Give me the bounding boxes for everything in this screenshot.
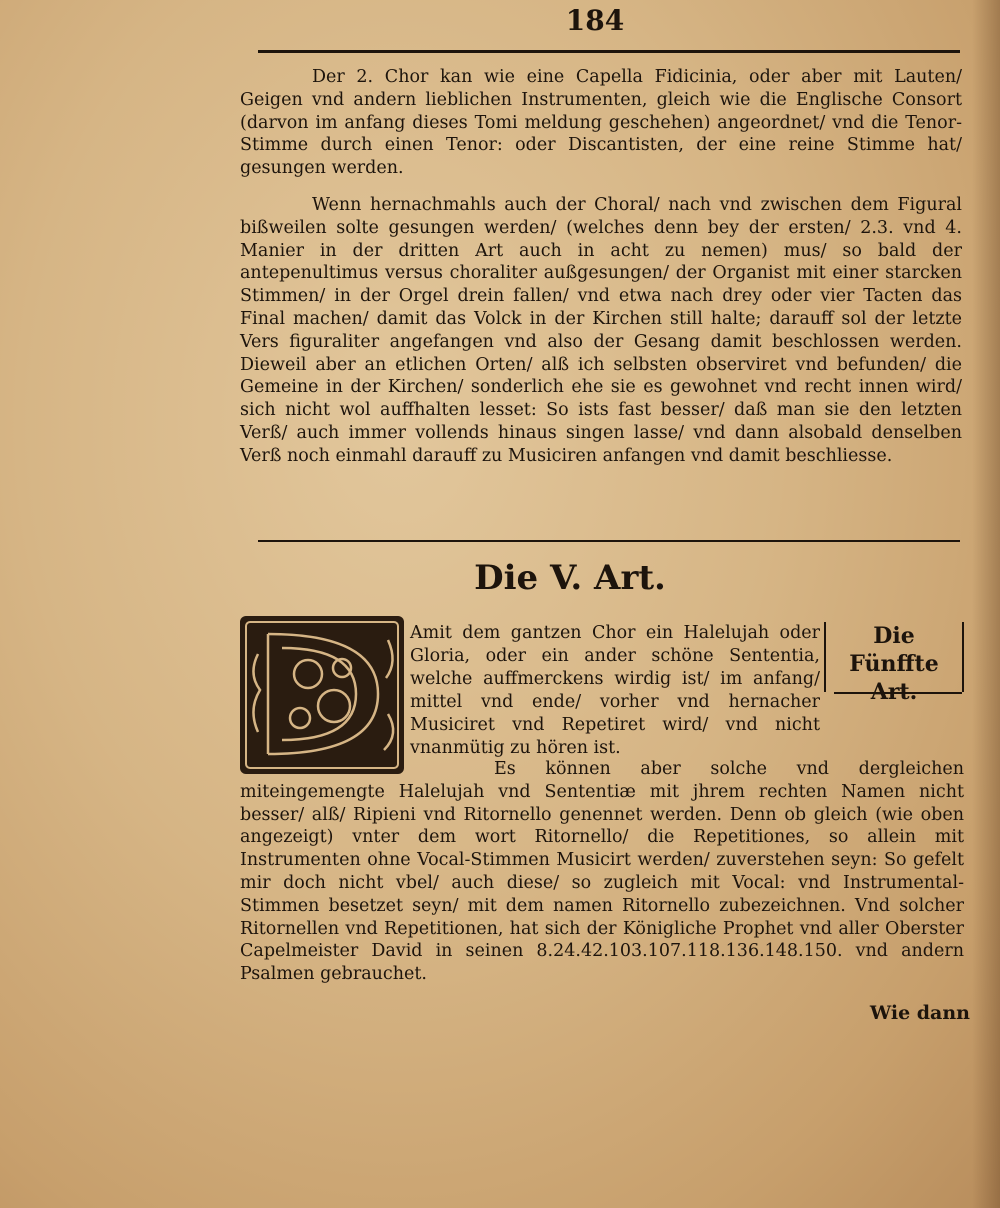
paragraph-choral: Wenn hernachmahls auch der Choral/ nach vnd zwischen dem Figural bißweilen solte gesungen werden/ (welches denn bey der ersten/ 2.3. vnd 4. Manier in der dritten Art auch in acht zu nemen) mus/ so bald der antepenultimus versus choraliter außgesungen/ der Organist mit einer starcken Stimmen/ in der Orgel drein fallen/ vnd etwa nach drey oder vier Tacten das Final machen/ damit das Volck in der Kirchen still halte; darauff sol der letzte Vers figuraliter angefangen vnd also der Gesang damit beschlossen werden. Dieweil aber an etlichen Orten/ alß ich selbsten observiret vnd befunden/ die Gemeine in der Kirchen/ sonderlich ehe sie es gewohnet vnd recht innen wird/ sich nicht wol auffhalten lesset: So ists fast besser/ daß man sie den letzten Verß/ auch immer vollends hinaus singen lasse/ vnd dann alsobald denselben Verß noch einmahl darauff zu Musiciren anfangen vnd damit beschliesse.	[240, 195, 962, 466]
decorated-initial-d	[238, 614, 406, 776]
section-divider-rule	[258, 540, 960, 542]
margin-note-rule	[834, 692, 962, 694]
paragraph-ripieni-ritornello: Es können aber solche vnd dergleichen miteingemengte Halelujah vnd Sententiæ mit jhrem rechten Namen nicht besser/ alß/ Ripieni vnd Ritornello genennet werden. Denn ob gleich (wie oben angezeigt) vnter dem wort Ritornello/ die Repetitiones, so allein mit Instrumenten ohne Vocal-Stimmen Musicirt werden/ zuverstehen seyn: So gefelt mir doch nicht vbel/ auch diese/ so zugleich mit Vocal: vnd Instrumental-Stimmen besetzet seyn/ mit dem namen Ritornello zubezeichnen. Vnd solcher Ritornellen vnd Repetitionen, hat sich der Königliche Prophet vnd aller Oberster Capelmeister David in seinen 8.24.42.103.107.118.136.148.150. vnd andern Psalmen gebrauchet.	[240, 759, 964, 985]
paragraph-haleluja-intro: Amit dem gantzen Chor ein Halelujah oder Gloria, oder ein ander schöne Sententia, welche auffmerckens wirdig ist/ im anfang/ mittel vnd ende/ vorher vnd hernacher Musiciret vnd Repetiret wird/ vnd nicht vnanmütig zu hören ist.	[410, 623, 820, 758]
section-heading: Die V. Art.	[474, 558, 666, 598]
header-rule	[258, 50, 960, 53]
margin-note-line2: Art.	[870, 679, 918, 705]
page-number: 184	[565, 4, 625, 37]
page-gutter-shadow	[972, 0, 1000, 1208]
margin-note-box	[824, 622, 964, 705]
paragraph-chor-2: Der 2. Chor kan wie eine Capella Fidicinia, oder aber mit Lauten/ Geigen vnd andern lieblichen Instrumenten, gleich wie die Englische Consort (darvon im anfang dieses Tomi meldung geschehen) angeordnet/ vnd die Tenor-Stimme durch einen Tenor: oder Discantisten, der eine reine Stimme hat/ gesungen werden.	[240, 67, 962, 179]
catchword: Wie dann	[869, 1002, 970, 1024]
margin-note-line1: Die Fünffte	[849, 623, 939, 677]
